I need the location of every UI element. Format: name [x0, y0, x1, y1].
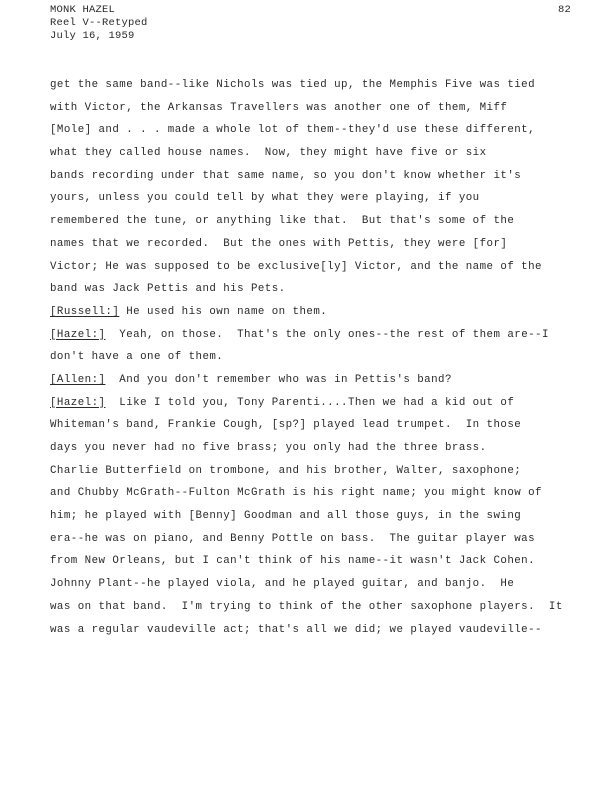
- line-text: bands recording under that same name, so you don't know whether it's: [50, 169, 522, 182]
- transcript-line: [50, 505, 560, 528]
- transcript-line: [50, 256, 560, 279]
- transcript-line: [50, 482, 560, 505]
- line-text: Like I told you, Tony Parenti....Then we had a kid out of: [105, 396, 515, 409]
- line-text: from New Orleans, but I can't think of his name--it wasn't Jack Cohen.: [50, 555, 536, 568]
- line-text: Johnny Plant--he played viola, and he played guitar, and banjo. He: [50, 578, 515, 591]
- transcript-line: [50, 550, 560, 573]
- header-interviewee: MONK HAZEL: [50, 4, 116, 16]
- line-text: Whiteman's band, Frankie Cough, [sp?] played lead trumpet. In those: [50, 419, 522, 432]
- transcript-line: [50, 165, 560, 188]
- transcript-line: [50, 573, 560, 596]
- line-text: and Chubby McGrath--Fulton McGrath is his right name; you might know of: [50, 487, 542, 500]
- transcript-line: [50, 619, 560, 642]
- header-reel: Reel V--Retyped: [50, 17, 148, 29]
- line-text: Yeah, on those. That's the only ones--the rest of them are--I: [105, 328, 549, 341]
- transcript-line: [50, 97, 560, 120]
- transcript-line: [50, 392, 560, 415]
- speaker-label: [Allen:]: [50, 373, 106, 386]
- line-text: with Victor, the Arkansas Travellers was another one of them, Miff: [50, 101, 508, 114]
- transcript-line: [50, 187, 560, 210]
- line-text: was on that band. I'm trying to think of the other saxophone players. It: [50, 600, 563, 613]
- line-text: Victor; He was supposed to be exclusive[ly] Victor, and the name of the: [50, 260, 542, 273]
- line-text: what they called house names. Now, they might have five or six: [50, 147, 487, 160]
- transcript-line: [50, 596, 563, 619]
- transcript-line: [50, 278, 560, 301]
- line-text: days you never had no five brass; you only had the three brass.: [50, 442, 487, 454]
- page-number: 82: [558, 4, 572, 16]
- transcript-line: [50, 346, 560, 369]
- transcript-line: [50, 119, 560, 142]
- header-date: July 16, 1959: [50, 30, 135, 42]
- speaker-label: [Russell:]: [50, 305, 120, 318]
- line-text: And you don't remember who was in Pettis's band?: [105, 373, 452, 386]
- page-header: [50, 4, 148, 43]
- transcript-line: [50, 324, 560, 347]
- transcript-line: [50, 142, 560, 165]
- transcript-line: [50, 210, 560, 233]
- line-text: don't have a one of them.: [50, 351, 224, 364]
- line-text: names that we recorded. But the ones with Pettis, they were [for]: [50, 237, 508, 250]
- transcript-line: [50, 460, 560, 483]
- transcript-line: [50, 233, 560, 256]
- transcript-line: [50, 74, 560, 97]
- line-text: [Mole] and . . . made a whole lot of them--they'd use these different,: [50, 124, 536, 137]
- line-text: him; he played with [Benny] Goodman and all those guys, in the swing: [50, 510, 522, 523]
- speaker-label: [Hazel:]: [50, 328, 106, 341]
- transcript-line: [50, 414, 560, 437]
- transcript-line: [50, 528, 560, 551]
- transcript-body: [50, 74, 563, 641]
- transcript-line: [50, 437, 560, 460]
- line-text: Charlie Butterfield on trombone, and his brother, Walter, saxophone;: [50, 464, 522, 477]
- line-text: band was Jack Pettis and his Pets.: [50, 283, 286, 296]
- line-text: get the same band--like Nichols was tied up, the Memphis Five was tied: [50, 79, 536, 91]
- transcript-line: [50, 369, 560, 392]
- line-text: He used his own name on them.: [119, 305, 328, 318]
- line-text: yours, unless you could tell by what they were playing, if you: [50, 192, 480, 205]
- line-text: era--he was on piano, and Benny Pottle on bass. The guitar player was: [50, 532, 536, 545]
- line-text: was a regular vaudeville act; that's all we did; we played vaudeville--: [50, 623, 542, 636]
- speaker-label: [Hazel:]: [50, 396, 106, 409]
- transcript-line: [50, 301, 560, 324]
- line-text: remembered the tune, or anything like that. But that's some of the: [50, 215, 515, 228]
